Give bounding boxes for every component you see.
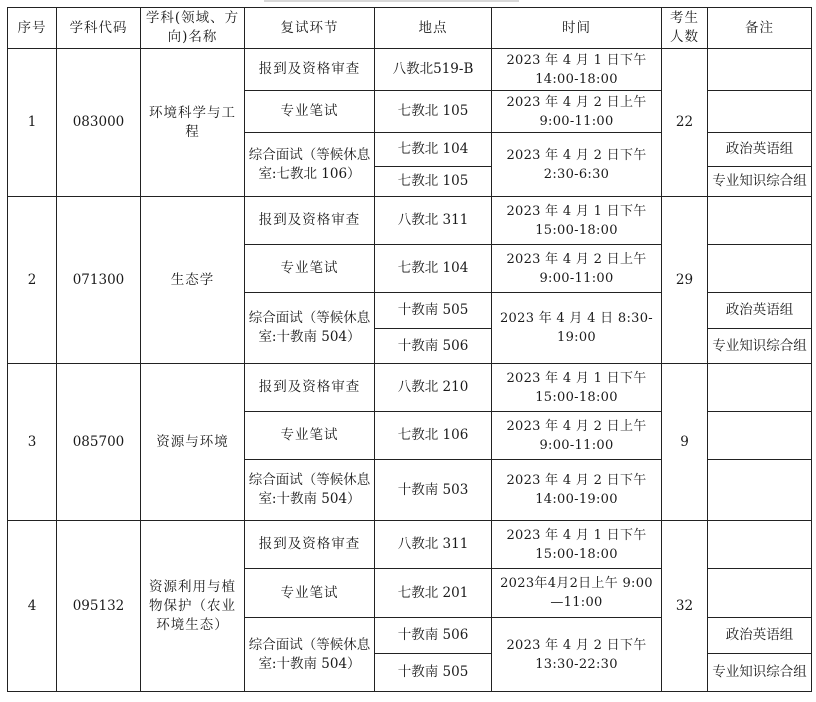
time-interview: 2023 年 4 月 2 日下午 14:00-19:00: [492, 460, 662, 521]
group-code: 071300: [57, 197, 141, 364]
remark-empty: [708, 460, 812, 521]
location-written: 七教北 105: [375, 91, 492, 133]
retest-schedule-table: [7, 7, 812, 692]
location-checkin: 八教北 311: [375, 521, 492, 569]
remark-empty: [708, 197, 812, 245]
header-remark: 备注: [708, 8, 812, 49]
time-written: 2023年4月2日上午 9:00—11:00: [492, 569, 662, 618]
remark-group-b: 专业知识综合组: [708, 654, 812, 692]
location-written: 七教北 106: [375, 412, 492, 460]
location-interview-b: 十教南 505: [375, 654, 492, 692]
stage-written: 专业笔试: [245, 245, 375, 293]
stage-interview: 综合面试（等候休息室:七教北 106）: [245, 133, 375, 197]
header-location: 地点: [375, 8, 492, 49]
time-interview: 2023 年 4 月 2 日下午 2:30-6:30: [492, 133, 662, 197]
group-code: 083000: [57, 49, 141, 197]
group-code: 085700: [57, 364, 141, 521]
stage-written: 专业笔试: [245, 569, 375, 618]
location-checkin: 八教北 311: [375, 197, 492, 245]
student-count: 22: [662, 49, 708, 197]
location-interview-a: 十教南 505: [375, 293, 492, 329]
time-written: 2023 年 4 月 2 日上午 9:00-11:00: [492, 412, 662, 460]
remark-group-b: 专业知识综合组: [708, 329, 812, 364]
stage-interview: 综合面试（等候休息室:十教南 504）: [245, 460, 375, 521]
group-name: 资源与环境: [141, 364, 245, 521]
header-count: 考生人数: [662, 8, 708, 49]
location-checkin: 八教北519-B: [375, 49, 492, 91]
stage-interview: 综合面试（等候休息室:十教南 504）: [245, 618, 375, 692]
table-row: [8, 49, 812, 91]
stage-checkin: 报到及资格审查: [245, 49, 375, 91]
stage-checkin: 报到及资格审查: [245, 364, 375, 412]
remark-group-a: 政治英语组: [708, 133, 812, 167]
remark-empty: [708, 91, 812, 133]
time-checkin: 2023 年 4 月 1 日下午 15:00-18:00: [492, 521, 662, 569]
remark-empty: [708, 521, 812, 569]
group-name: 生态学: [141, 197, 245, 364]
header-code: 学科代码: [57, 8, 141, 49]
student-count: 9: [662, 364, 708, 521]
time-interview: 2023 年 4 月 4 日 8:30-19:00: [492, 293, 662, 364]
group-no: 1: [8, 49, 57, 197]
remark-empty: [708, 569, 812, 618]
remark-group-a: 政治英语组: [708, 618, 812, 654]
header-row: [8, 8, 812, 49]
stage-written: 专业笔试: [245, 91, 375, 133]
stage-interview: 综合面试（等候休息室:十教南 504）: [245, 293, 375, 364]
group-no: 3: [8, 364, 57, 521]
location-written: 七教北 201: [375, 569, 492, 618]
time-checkin: 2023 年 4 月 1 日下午 15:00-18:00: [492, 197, 662, 245]
stage-written: 专业笔试: [245, 412, 375, 460]
remark-group-a: 政治英语组: [708, 293, 812, 329]
group-name: 环境科学与工程: [141, 49, 245, 197]
location-interview-b: 十教南 506: [375, 329, 492, 364]
header-time: 时间: [492, 8, 662, 49]
stage-checkin: 报到及资格审查: [245, 521, 375, 569]
location-checkin: 八教北 210: [375, 364, 492, 412]
table-row: [8, 197, 812, 245]
group-name: 资源利用与植物保护（农业环境生态）: [141, 521, 245, 692]
student-count: 32: [662, 521, 708, 692]
time-checkin: 2023 年 4 月 1 日下午 14:00-18:00: [492, 49, 662, 91]
group-no: 4: [8, 521, 57, 692]
remark-group-b: 专业知识综合组: [708, 167, 812, 197]
location-written: 七教北 104: [375, 245, 492, 293]
table-row: [8, 521, 812, 569]
header-name: 学科(领域、方向)名称: [141, 8, 245, 49]
remark-empty: [708, 364, 812, 412]
location-interview-b: 七教北 105: [375, 167, 492, 197]
stage-checkin: 报到及资格审查: [245, 197, 375, 245]
remark-empty: [708, 245, 812, 293]
time-interview: 2023 年 4 月 2 日下午 13:30-22:30: [492, 618, 662, 692]
group-no: 2: [8, 197, 57, 364]
time-written: 2023 年 4 月 2 日上午 9:00-11:00: [492, 91, 662, 133]
location-interview: 十教南 503: [375, 460, 492, 521]
location-interview-a: 十教南 506: [375, 618, 492, 654]
header-stage: 复试环节: [245, 8, 375, 49]
location-interview-a: 七教北 104: [375, 133, 492, 167]
student-count: 29: [662, 197, 708, 364]
remark-empty: [708, 49, 812, 91]
time-written: 2023 年 4 月 2 日上午 9:00-11:00: [492, 245, 662, 293]
table-row: [8, 364, 812, 412]
header-no: 序号: [8, 8, 57, 49]
remark-empty: [708, 412, 812, 460]
group-code: 095132: [57, 521, 141, 692]
top-divider: [0, 0, 816, 4]
time-checkin: 2023 年 4 月 1 日下午 15:00-18:00: [492, 364, 662, 412]
